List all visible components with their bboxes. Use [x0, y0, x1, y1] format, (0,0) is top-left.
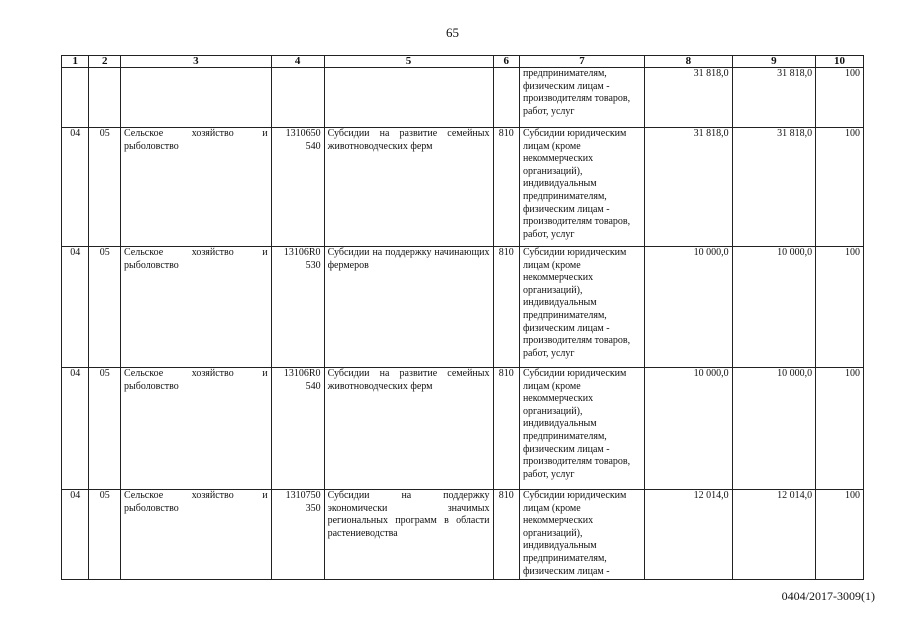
table-row [62, 68, 864, 128]
cell-percent: 100 [816, 490, 864, 580]
cell-planned: 12 014,0 [645, 490, 733, 580]
col-header-8: 8 [645, 56, 733, 68]
col-header-3: 3 [121, 56, 272, 68]
cell-executed: 31 818,0 [732, 68, 815, 128]
cell-percent: 100 [816, 68, 864, 128]
cell-executed: 31 818,0 [732, 128, 815, 247]
cell-percent: 100 [816, 368, 864, 490]
cell-name: Сельское хозяйство и рыболовство [121, 247, 272, 368]
cell-target-code: 13106R0 540 [271, 368, 324, 490]
cell-target-name: Субсидии на развитие семейных животноводческих ферм [324, 368, 493, 490]
cell-name: Сельское хозяйство и рыболовство [121, 128, 272, 247]
cell-section: 04 [62, 490, 89, 580]
document-code: 0404/2017-3009(1) [781, 589, 875, 603]
page-number: 65 [446, 25, 459, 40]
cell-planned: 31 818,0 [645, 68, 733, 128]
cell-expense-type: 810 [493, 368, 519, 490]
cell-executed: 10 000,0 [732, 247, 815, 368]
col-header-10: 10 [816, 56, 864, 68]
cell-expense-type [493, 68, 519, 128]
cell-expense-desc: Субсидии юридическим лицам (кроме некоммерческих организаций), индивидуальным предпринимателям, физическим лицам - производителям товаров, работ, услуг [519, 247, 644, 368]
cell-section: 04 [62, 128, 89, 247]
cell-target-name: Субсидии на поддержку экономически значимых региональных программ в области растениеводства [324, 490, 493, 580]
budget-table [61, 55, 864, 580]
cell-name: Сельское хозяйство и рыболовство [121, 368, 272, 490]
cell-expense-desc: Субсидии юридическим лицам (кроме некоммерческих организаций), индивидуальным предпринимателям, физическим лицам - производителям товаров, работ, услуг [519, 368, 644, 490]
table-row [62, 128, 864, 247]
cell-target-name: Субсидии на поддержку начинающих фермеров [324, 247, 493, 368]
cell-expense-type: 810 [493, 128, 519, 247]
col-header-1: 1 [62, 56, 89, 68]
col-header-2: 2 [89, 56, 121, 68]
cell-section [62, 68, 89, 128]
cell-executed: 12 014,0 [732, 490, 815, 580]
col-header-9: 9 [732, 56, 815, 68]
table-row [62, 368, 864, 490]
cell-subsection: 05 [89, 247, 121, 368]
col-header-4: 4 [271, 56, 324, 68]
header-row [62, 56, 864, 68]
cell-name [121, 68, 272, 128]
cell-target-code: 1310750 350 [271, 490, 324, 580]
cell-target-name: Субсидии на развитие семейных животноводческих ферм [324, 128, 493, 247]
table-row [62, 247, 864, 368]
col-header-7: 7 [519, 56, 644, 68]
cell-section: 04 [62, 247, 89, 368]
cell-target-code: 1310650 540 [271, 128, 324, 247]
cell-name: Сельское хозяйство и рыболовство [121, 490, 272, 580]
cell-expense-desc: предпринимателям, физическим лицам - производителям товаров, работ, услуг [519, 68, 644, 128]
cell-percent: 100 [816, 247, 864, 368]
cell-subsection: 05 [89, 128, 121, 247]
cell-expense-type: 810 [493, 490, 519, 580]
table-row [62, 490, 864, 580]
cell-expense-desc: Субсидии юридическим лицам (кроме некоммерческих организаций), индивидуальным предпринимателям, физическим лицам - производителям товаров, работ, услуг [519, 128, 644, 247]
cell-subsection: 05 [89, 490, 121, 580]
cell-subsection: 05 [89, 368, 121, 490]
cell-planned: 10 000,0 [645, 368, 733, 490]
cell-expense-type: 810 [493, 247, 519, 368]
cell-executed: 10 000,0 [732, 368, 815, 490]
cell-expense-desc: Субсидии юридическим лицам (кроме некоммерческих организаций), индивидуальным предпринимателям, физическим лицам - [519, 490, 644, 580]
cell-section: 04 [62, 368, 89, 490]
cell-target-name [324, 68, 493, 128]
col-header-5: 5 [324, 56, 493, 68]
cell-planned: 31 818,0 [645, 128, 733, 247]
col-header-6: 6 [493, 56, 519, 68]
cell-subsection [89, 68, 121, 128]
cell-planned: 10 000,0 [645, 247, 733, 368]
cell-target-code [271, 68, 324, 128]
cell-target-code: 13106R0 530 [271, 247, 324, 368]
cell-percent: 100 [816, 128, 864, 247]
